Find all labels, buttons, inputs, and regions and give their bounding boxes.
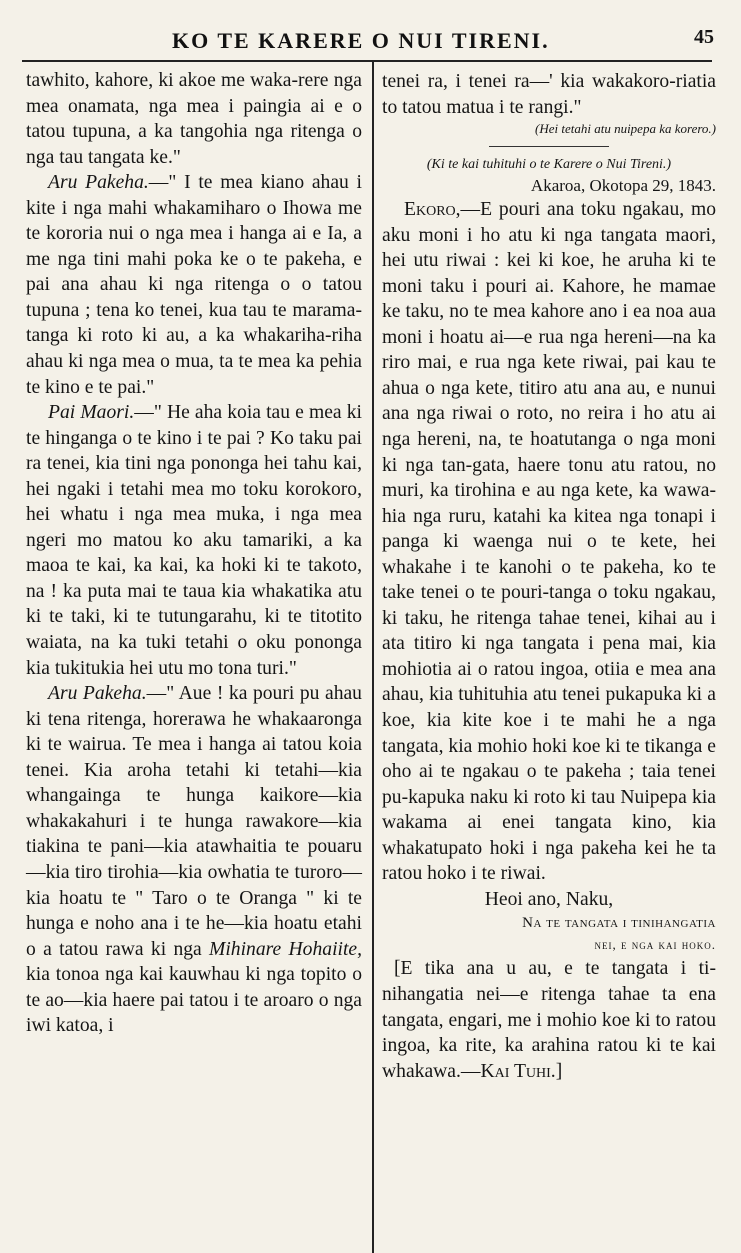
letter-signature-line-1: Na te tangata i tinihangatia — [522, 915, 716, 932]
paragraph-text: —" I te mea kiano ahau i kite i nga mahi whakamiharo o Ihowa me te kororia nui o nga mea i hanga ai e Ia, a me nga tini mahi poka ke o te pakeha, e pai ana ahau ki nga ritenga o o tatou tupuna ; tena ko tenei, kua tau te marama-tanga ki roto ki au, a ka whakariha-riha ahau ki nga mea o mua, ta te mea ka pehia te kino e te pai." — [26, 172, 362, 398]
editor-signature: Kai Tuhi. — [480, 1060, 556, 1082]
letter-closing: Heoi ano, Naku, — [484, 888, 614, 910]
left-column — [26, 68, 362, 1039]
letter-salutation: Ekoro, — [404, 199, 461, 221]
masthead-title: KO TE KARERE O NUI TIRENI. — [172, 28, 550, 53]
letter-body — [382, 197, 716, 887]
paragraph-text: —" Aue ! ka pouri pu ahau ki tena ritenga, horerawa he whakaaronga ki te wairua. Te mea i hanga ai tatou koia tenei. Kia aroha tetahi ki tetahi—kia whangainga te hunga kaikore—kia whakakahuri i te hunga rawakore—kia tiakina te pani—kia atawhaitia te pouaru—kia tiro tirohia—kia owhatia te turoro—kia hoatu te " Taro o te Oranga " ki te hunga e noho ana i te he—kia hoatu etahi o a tatou rawa ki nga — [26, 683, 362, 960]
dialogue-paragraph — [26, 681, 362, 1039]
paragraph-text: kia tonoa nga kai kauwhau ki nga topito o te ao—kia haere pai tatou i te aroaro o nga iwi katoa, i — [26, 964, 362, 1037]
society-name: Mihinare Hohaiite, — [209, 938, 363, 960]
paragraph-text: tawhito, kahore, ki akoe me waka-rere nga mea onamata, nga mea i paingia ai e o tatou tupuna, a ka tangohia nga ritenga o nga tau tangata ke." — [26, 70, 362, 168]
page-number: 45 — [694, 26, 714, 48]
paragraph-text: ] — [555, 1060, 563, 1082]
column-divider — [372, 60, 374, 1253]
letter-dateline: Akaroa, Okotopa 29, 1843. — [530, 176, 716, 196]
paragraph-text: [E tika ana u au, e te tangata i ti-nihangatia nei—e ritenga tahae ta ena tangata, engari, me i mohio koe ki to ratou ingoa, ka rite, ka arahina ratou ki te kai whakawa.— — [382, 958, 716, 1082]
paragraph-text: tenei ra, i tenei ra—' kia wakakoro-riatia to tatou matua i te rangi." — [382, 71, 716, 118]
page-header — [20, 26, 720, 56]
letter-signature-line-2: nei, e nga kai hoko. — [594, 937, 716, 953]
continued-note: (Hei tetahi atu nuipepa ka korero.) — [535, 121, 716, 137]
dialogue-paragraph — [382, 69, 716, 120]
section-rule — [489, 146, 609, 147]
paragraph-text: —E pouri ana toku ngakau, mo aku moni i ho atu ki nga tangata maori, hei utu riwai : kei ki koe, he aruha ki te moni taku i pouri ai. Kahore, he mamae ke taku, no te mea kahore ano i ea noa aua moni i hoatu ai—e rua nga hereni—na ka riro mai, e rua nga kete riwai, pai kau te ahua o nga kete, titiro atu ana au, e nunui ana nga riwai o roto, no reira i ho atu ai nga hereni, na, te hoatutanga o nga moni ki nga tan-gata, haere tonu atu ratou, no muri, ka tirohina e au nga kete, ka wawa-hia nga ruru, katahi ka kitea nga tonapi i panga ki waenga nui o te kete, hei whakahe i te kanohi o te pakeha, ko te take tenei o te pouri-tanga o toku ngakau, ki taku, he ritenga tahae tenei, kihai au i ata titiro ki nga tangata i pena mai, kia mohiotia ai o ratou ingoa, otiia e mea ana ahau, kia tuhituhia atu tenei pukapuka ki a koe, kia kite koe i te mahi he a nga tangata, kia mohio hoki koe ki te tikanga e oho ai te ngakau o te pakeha ; taia tenei pu-kapuka naku ki roto ki tau Nuipepa kia wakama ai enei tangata kino, kia whakatupato hoki i nga pakeha kei he ta ratou hoko i te riwai. — [382, 199, 716, 885]
header-rule — [22, 60, 712, 62]
paragraph-text: —" He aha koia tau e mea ki te hinganga o te kino i te pai ? Ko taku pai ra tenei, kia tini nga pononga hei tahu kai, hei ngaki i tetahi mea mo toku korokoro, hei whatu i nga mea muka, i nga mea ngeri mo matou ko aku tamariki, a ka maoa te kai, ka kai, ka hoki ki te takoto, na ! ka puta mai te taua kia whakatika atu ki te taki, ki te tutungarahu, ki te titotito waiata, na ka tuki tetahi o oku pononga kia tukitukia hei utu mo tona turi." — [26, 402, 362, 679]
letter-heading: (Ki te kai tuhituhi o te Karere o Nui Tireni.) — [426, 157, 672, 173]
dialogue-paragraph — [26, 400, 362, 681]
dialogue-paragraph — [26, 68, 362, 170]
dialogue-paragraph — [26, 170, 362, 400]
speaker-label: Aru Pakeha. — [48, 683, 147, 705]
right-column — [382, 69, 716, 1084]
editor-note — [382, 956, 716, 1084]
speaker-label: Pai Maori. — [48, 402, 135, 424]
speaker-label: Aru Pakeha. — [48, 172, 149, 194]
